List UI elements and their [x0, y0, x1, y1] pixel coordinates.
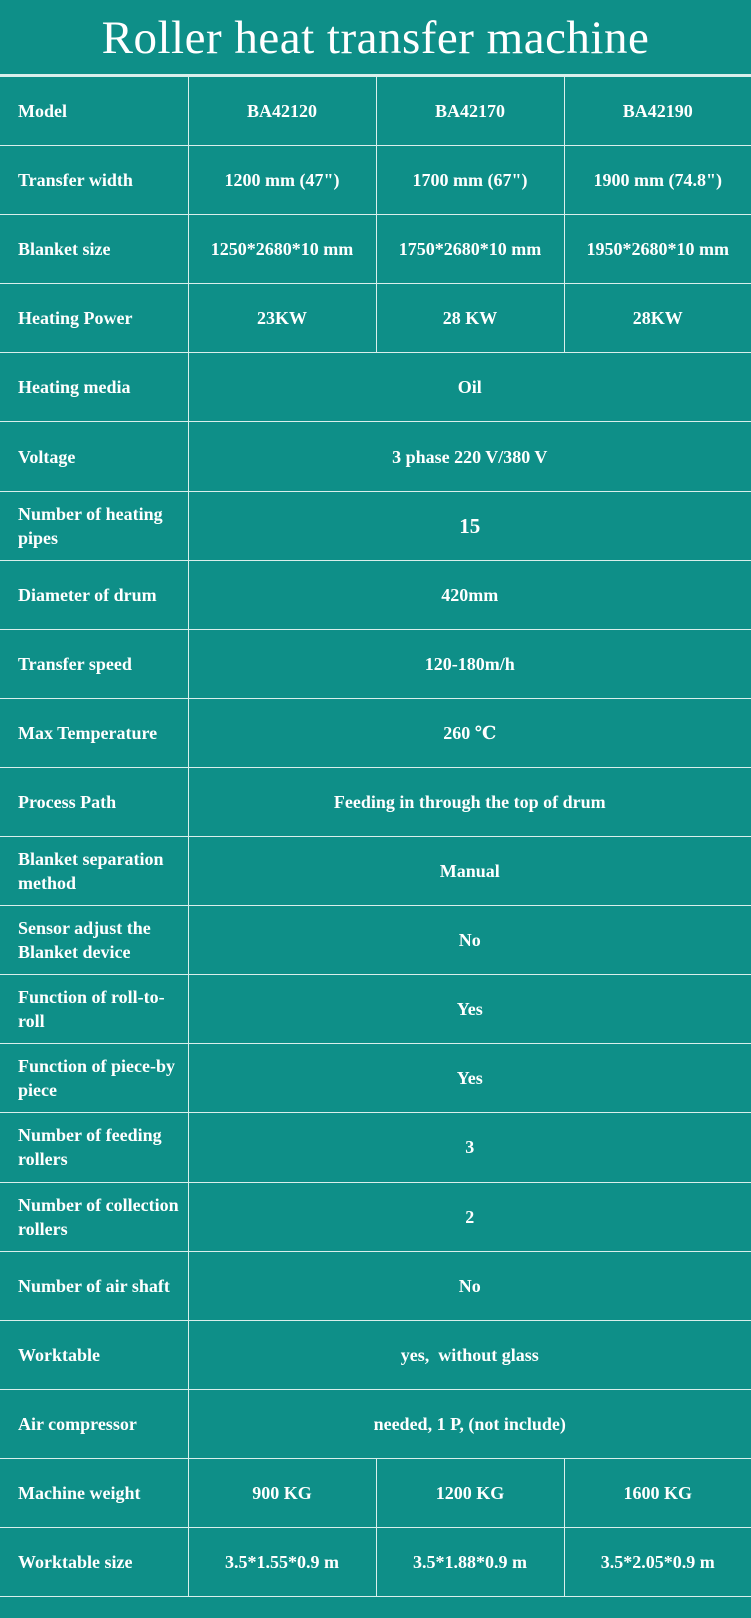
cell-heating-power-3: 28KW: [564, 284, 751, 353]
row-label-air-shaft: Number of air shaft: [0, 1251, 188, 1320]
table-row: [0, 146, 751, 215]
table-row: [0, 906, 751, 975]
row-label-worktable-size: Worktable size: [0, 1527, 188, 1596]
cell-air-shaft: No: [188, 1251, 751, 1320]
table-row: [0, 77, 751, 146]
cell-feeding-rollers: 3: [188, 1113, 751, 1182]
cell-voltage: 3 phase 220 V/380 V: [188, 422, 751, 491]
cell-air-compressor: needed, 1 P, (not include): [188, 1389, 751, 1458]
cell-worktable: yes, without glass: [188, 1320, 751, 1389]
row-label-heating-power: Heating Power: [0, 284, 188, 353]
cell-machine-weight-3: 1600 KG: [564, 1458, 751, 1527]
row-label-transfer-speed: Transfer speed: [0, 629, 188, 698]
table-row: [0, 491, 751, 560]
table-row: [0, 422, 751, 491]
spec-table: [0, 76, 751, 1597]
cell-transfer-speed: 120-180m/h: [188, 629, 751, 698]
row-label-roll-to-roll: Function of roll-to-roll: [0, 975, 188, 1044]
cell-max-temperature: 260 ℃: [188, 698, 751, 767]
table-row: [0, 837, 751, 906]
cell-transfer-width-2: 1700 mm (67"): [376, 146, 564, 215]
table-row: [0, 215, 751, 284]
cell-blanket-size-3: 1950*2680*10 mm: [564, 215, 751, 284]
page-title: Roller heat transfer machine: [101, 12, 650, 64]
cell-worktable-size-3: 3.5*2.05*0.9 m: [564, 1527, 751, 1596]
cell-blanket-size-2: 1750*2680*10 mm: [376, 215, 564, 284]
cell-heating-media: Oil: [188, 353, 751, 422]
cell-piece-by-piece: Yes: [188, 1044, 751, 1113]
table-row: [0, 767, 751, 836]
cell-model-3: BA42190: [564, 77, 751, 146]
cell-heating-pipes: 15: [188, 491, 751, 560]
cell-drum-diameter: 420mm: [188, 560, 751, 629]
cell-transfer-width-3: 1900 mm (74.8"): [564, 146, 751, 215]
table-row: [0, 1113, 751, 1182]
row-label-air-compressor: Air compressor: [0, 1389, 188, 1458]
row-label-blanket-separation: Blanket separation method: [0, 837, 188, 906]
row-label-worktable: Worktable: [0, 1320, 188, 1389]
table-row: [0, 629, 751, 698]
row-label-model: Model: [0, 77, 188, 146]
table-row: [0, 353, 751, 422]
row-label-transfer-width: Transfer width: [0, 146, 188, 215]
cell-machine-weight-1: 900 KG: [188, 1458, 376, 1527]
row-label-machine-weight: Machine weight: [0, 1458, 188, 1527]
table-row: [0, 1320, 751, 1389]
row-label-max-temperature: Max Temperature: [0, 698, 188, 767]
table-row: [0, 1458, 751, 1527]
cell-sensor-adjust: No: [188, 906, 751, 975]
cell-worktable-size-1: 3.5*1.55*0.9 m: [188, 1527, 376, 1596]
cell-model-2: BA42170: [376, 77, 564, 146]
row-label-sensor-adjust: Sensor adjust the Blanket device: [0, 906, 188, 975]
table-row: [0, 560, 751, 629]
cell-worktable-size-2: 3.5*1.88*0.9 m: [376, 1527, 564, 1596]
cell-blanket-size-1: 1250*2680*10 mm: [188, 215, 376, 284]
row-label-piece-by-piece: Function of piece-by piece: [0, 1044, 188, 1113]
row-label-heating-pipes: Number of heating pipes: [0, 491, 188, 560]
cell-heating-power-1: 23KW: [188, 284, 376, 353]
row-label-process-path: Process Path: [0, 767, 188, 836]
cell-machine-weight-2: 1200 KG: [376, 1458, 564, 1527]
cell-blanket-separation: Manual: [188, 837, 751, 906]
table-row: [0, 1251, 751, 1320]
row-label-blanket-size: Blanket size: [0, 215, 188, 284]
row-label-feeding-rollers: Number of feeding rollers: [0, 1113, 188, 1182]
cell-roll-to-roll: Yes: [188, 975, 751, 1044]
table-row: [0, 975, 751, 1044]
cell-model-1: BA42120: [188, 77, 376, 146]
cell-collection-rollers: 2: [188, 1182, 751, 1251]
row-label-drum-diameter: Diameter of drum: [0, 560, 188, 629]
row-label-voltage: Voltage: [0, 422, 188, 491]
table-row: [0, 284, 751, 353]
table-row: [0, 698, 751, 767]
table-row: [0, 1527, 751, 1596]
cell-heating-power-2: 28 KW: [376, 284, 564, 353]
cell-process-path: Feeding in through the top of drum: [188, 767, 751, 836]
row-label-collection-rollers: Number of collection rollers: [0, 1182, 188, 1251]
table-row: [0, 1044, 751, 1113]
table-row: [0, 1389, 751, 1458]
cell-transfer-width-1: 1200 mm (47"): [188, 146, 376, 215]
table-row: [0, 1182, 751, 1251]
title-bar: [0, 0, 751, 76]
row-label-heating-media: Heating media: [0, 353, 188, 422]
